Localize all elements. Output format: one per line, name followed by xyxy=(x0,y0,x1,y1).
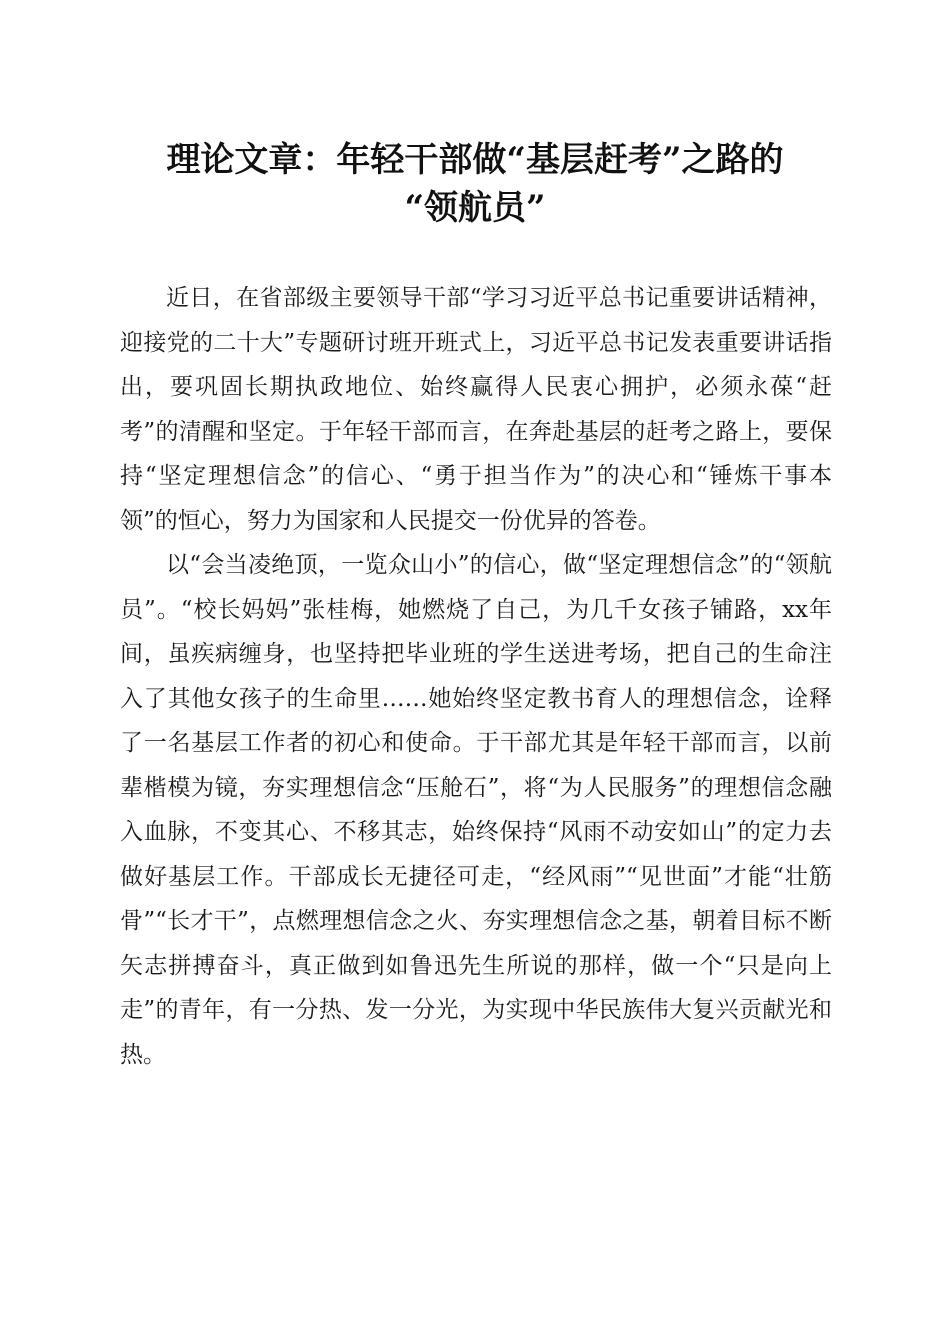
title-line-2: “领航员” xyxy=(404,188,546,228)
paragraph-1: 近日，在省部级主要领导干部“学习习近平总书记重要讲话精神，迎接党的二十大”专题研讨班开班式上，习近平总书记发表重要讲话指出，要巩固长期执政地位、始终赢得人民衷心拥护，必须永葆“赶考”的清醒和坚定。于年轻干部而言，在奔赴基层的赶考之路上，要保持“坚定理想信念”的信心、“勇于担当作为”的决心和“锤炼干事本领”的恒心，努力为国家和人民提交一份优异的答卷。 xyxy=(120,285,832,534)
paragraph-2: 以“会当凌绝顶，一览众山小”的信心，做“坚定理想信念”的“领航员”。“校长妈妈”张桂梅，她燃烧了自己，为几千女孩子铺路，xx年间，虽疾病缠身，也坚持把毕业班的学生送进考场，把自己的生命注入了其他女孩子的生命里……她始终坚定教书育人的理想信念，诠释了一名基层工作者的初心和使命。于干部尤其是年轻干部而言，以前辈楷模为镜，夯实理想信念“压舱石”，将“为人民服务”的理想信念融入血脉，不变其心、不移其志，始终保持“风雨不动安如山”的定力去做好基层工作。干部成长无捷径可走，“经风雨”“见世面”才能“壮筋骨”“长才干”，点燃理想信念之火、夯实理想信念之基，朝着目标不断矢志拼搏奋斗，真正做到如鲁迅先生所说的那样，做一个“只是向上走”的青年，有一分热、发一分光，为实现中华民族伟大复兴贡献光和热。 xyxy=(120,552,832,1068)
title-line-1: 理论文章：年轻干部做“基层赶考”之路的 xyxy=(166,140,784,180)
document-title xyxy=(110,136,840,232)
document-body xyxy=(120,276,832,1077)
